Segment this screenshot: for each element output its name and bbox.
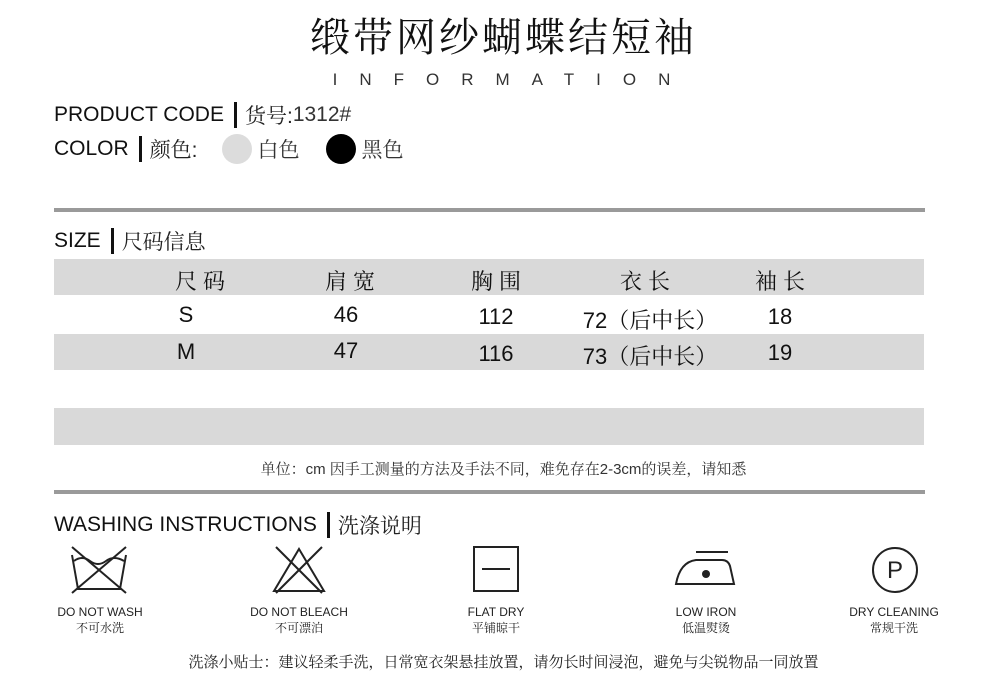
page-title: 缎带网纱蝴蝶结短袖 <box>310 15 697 61</box>
white-color-swatch <box>222 134 252 164</box>
dry-cleaning-icon <box>870 545 920 595</box>
wash-item-flat-dry <box>436 604 556 636</box>
product-code-label-en: PRODUCT CODE <box>54 103 224 126</box>
color-option-white: 白色 <box>257 139 300 162</box>
wash-label-cn: 平铺晾干 <box>471 621 520 635</box>
divider-bar <box>327 512 330 538</box>
table-cell: 18 <box>767 304 793 329</box>
low-iron-icon <box>672 548 740 590</box>
wash-label-en: FLAT DRY <box>467 605 525 619</box>
washing-tip: 洗涤小贴士：建议轻柔手洗，日常宽衣架悬挂放置，请勿长时间浸泡，避免与尖锐物品一同放置 <box>188 654 819 671</box>
divider-bar <box>139 136 142 162</box>
washing-heading <box>54 510 422 540</box>
table-header-shoulder: 肩 宽 <box>324 269 376 294</box>
color-label-en: COLOR <box>54 137 129 160</box>
table-cell: 47 <box>333 338 359 363</box>
product-code-row <box>54 100 351 130</box>
table-header-size: 尺 码 <box>174 269 226 294</box>
table-header-sleeve: 袖 长 <box>754 269 806 294</box>
measurement-note: 单位：cm 因手工测量的方法及手法不同，难免存在2-3cm的误差，请知悉 <box>260 461 747 478</box>
size-table-empty-band <box>54 408 924 445</box>
size-heading <box>54 226 206 256</box>
wash-label-cn: 低温熨烫 <box>681 621 730 635</box>
table-cell: 19 <box>767 340 793 365</box>
wash-label-en: DO NOT BLEACH <box>250 605 348 619</box>
wash-label-cn: 不可水洗 <box>75 621 124 635</box>
wash-item-do-not-wash <box>40 604 160 636</box>
color-label-cn: 颜色: <box>149 139 198 162</box>
product-code-label-cn: 货号: <box>244 105 293 128</box>
section-divider <box>54 208 925 212</box>
wash-item-do-not-bleach <box>239 604 359 636</box>
table-cell: 72（后中长） <box>582 308 718 333</box>
page-subtitle: INFORMATION <box>332 70 693 89</box>
svg-text:P: P <box>886 557 904 584</box>
color-option-black: 黑色 <box>361 139 404 162</box>
table-cell: S <box>178 302 194 327</box>
section-divider <box>54 490 925 494</box>
wash-label-en: DRY CLEANING <box>849 605 939 619</box>
table-cell: 116 <box>478 341 514 366</box>
wash-item-dry-cleaning <box>834 604 954 636</box>
table-cell: 73（后中长） <box>582 344 718 369</box>
product-code-value: 1312# <box>292 103 352 126</box>
divider-bar <box>234 102 237 128</box>
black-color-swatch <box>326 134 356 164</box>
color-row <box>54 134 404 164</box>
wash-label-cn: 常规干洗 <box>869 621 918 635</box>
wash-label-en: DO NOT WASH <box>57 605 143 619</box>
table-header-chest: 胸 围 <box>470 269 522 294</box>
wash-label-cn: 不可漂泊 <box>274 621 323 635</box>
divider-bar <box>111 228 114 254</box>
table-header-length: 衣 长 <box>619 269 671 294</box>
do-not-wash-icon <box>68 543 130 595</box>
wash-item-low-iron <box>646 604 766 636</box>
wash-label-en: LOW IRON <box>675 605 737 619</box>
table-cell: 46 <box>333 302 359 327</box>
table-cell: 112 <box>478 304 514 329</box>
size-label-en: SIZE <box>54 229 101 252</box>
flat-dry-icon <box>472 545 520 593</box>
size-label-cn: 尺码信息 <box>121 231 206 254</box>
table-cell: M <box>176 339 196 364</box>
do-not-bleach-icon <box>268 543 330 595</box>
washing-label-cn: 洗涤说明 <box>337 515 422 538</box>
washing-label-en: WASHING INSTRUCTIONS <box>54 513 317 536</box>
